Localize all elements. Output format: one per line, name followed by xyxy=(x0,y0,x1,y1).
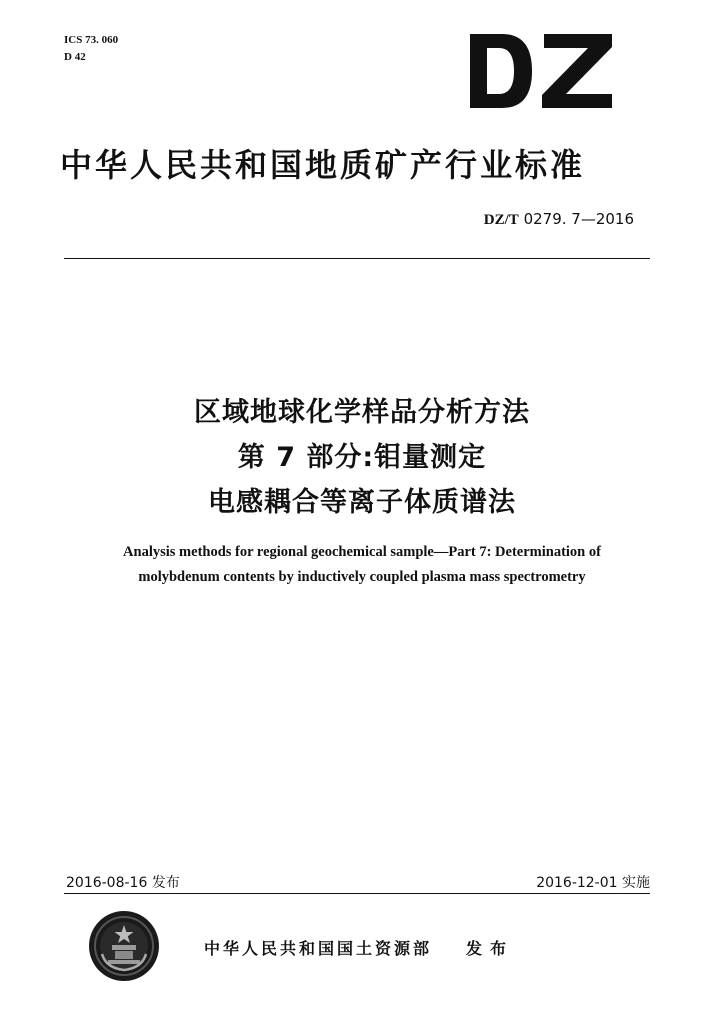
english-title xyxy=(40,540,684,590)
bottom-divider xyxy=(64,893,650,894)
chinese-title-line-2: 第 7 部分:钼量测定 xyxy=(237,442,487,473)
ics-code: ICS 73. 060 xyxy=(64,34,119,46)
english-title-line-2: molybdenum contents by inductively coupled plasma mass spectrometry xyxy=(138,569,586,585)
dz-logo xyxy=(470,34,612,108)
publisher-name: 中华人民共和国国土资源部 xyxy=(204,939,433,958)
logo-letter-d xyxy=(470,34,532,108)
national-emblem-icon xyxy=(88,910,160,982)
issue-date: 2016-08-16 发布 xyxy=(66,875,180,891)
standard-prefix: DZ/T xyxy=(483,212,519,228)
top-divider xyxy=(64,258,650,259)
chinese-title-line-1: 区域地球化学样品分析方法 xyxy=(194,397,530,428)
logo-letter-z xyxy=(542,34,612,108)
implementation-date: 2016-12-01 实施 xyxy=(536,875,650,891)
standard-number-value: 0279. 7—2016 xyxy=(523,210,634,228)
chinese-title-line-3: 电感耦合等离子体质谱法 xyxy=(208,487,516,518)
standard-number xyxy=(484,210,634,229)
english-title-line-1: Analysis methods for regional geochemical sample—Part 7: Determination of xyxy=(123,544,601,560)
publish-label: 发布 xyxy=(466,939,515,958)
classification-codes xyxy=(64,32,118,66)
ccs-code: D 42 xyxy=(64,51,86,63)
chinese-title xyxy=(0,390,724,525)
standard-category-title: 中华人民共和国地质矿产行业标准 xyxy=(60,146,586,184)
